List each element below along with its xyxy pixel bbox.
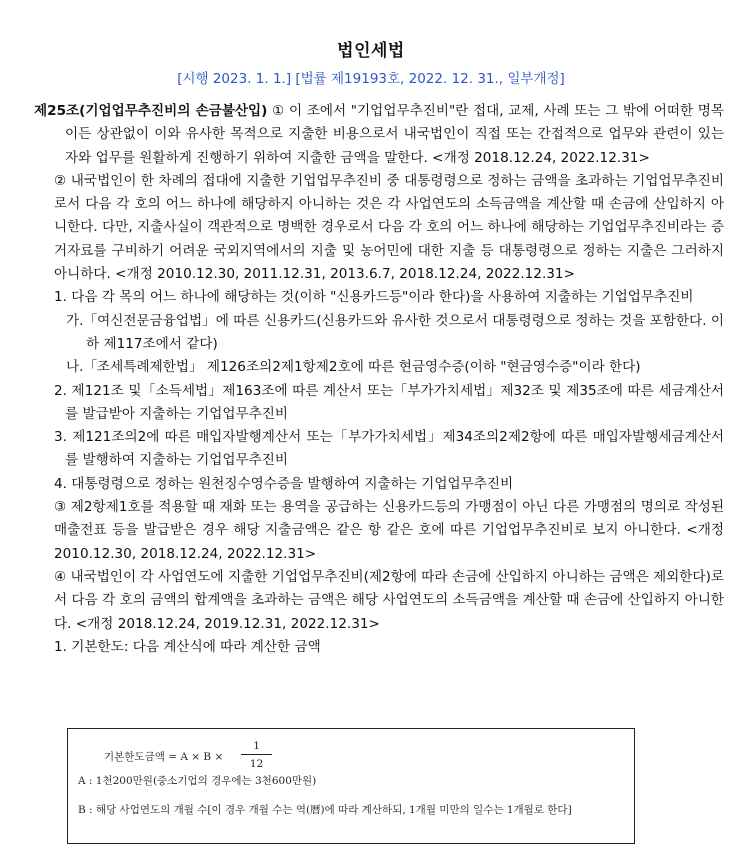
article-paragraph-2: ② 내국법인이 한 차례의 접대에 지출한 기업업무추진비 중 대통령령으로 정하는 금액을 초과하는 기업업무추진비로서 다음 각 호의 어느 하나에 해당하지 아니하는 것은 각 사업연도의 소득금액을 계산할 때 손금에 산입하지 아니한다. 다만, 지출사실이 객관적으로 명백한 경우로서 다음 각 호의 어느 하나에 해당하는 기업업무추진비라는 증거자료를 구비하기 어려운 국외지역에서의 지출 및 농어민에 대한 지출 등 대통령령으로 정하는 지출은 그러하지 아니하다. <개정 2010.12.30, 2011.12.31, 2013.6.7, 2018.12.24, 2022.12.31> (54, 172, 724, 283)
paragraph-2-item-1-na: 나.「조세특례제한법」 제126조의2제1항제2호에 따른 현금영수증(이하 "현금영수증"이라 한다) (66, 359, 641, 376)
fraction-denominator: 12 (249, 758, 264, 770)
article-paragraph-1 (34, 100, 724, 170)
paragraph-1-text: ① 이 조에서 "기업업무추진비"란 접대, 교제, 사례 또는 그 밖에 어떠한 명목이든 상관없이 이와 유사한 목적으로 지출한 비용으로서 내국법인이 직접 또는 간접적으로 업무와 관련이 있는 자와 업무를 원활하게 진행하기 위하여 지출한 금액을 말한다. <개정 2018.12.24, 2022.12.31> (65, 103, 724, 166)
paragraph-2-item-3: 3. 제121조의2에 따른 매입자발행계산서 또는「부가가치세법」제34조의2제2항에 따른 매입자발행세금계산서를 발행하여 지출하는 기업업무추진비 (54, 429, 724, 469)
formula-lhs: 기본한도금액 = A × B × (104, 750, 224, 763)
paragraph-4-item-1: 1. 기본한도: 다음 계산식에 따라 계산한 금액 (54, 638, 321, 655)
formula-equation (104, 741, 272, 771)
paragraph-2-item-1: 1. 다음 각 목의 어느 하나에 해당하는 것(이하 "신용카드등"이라 한다)을 사용하여 지출하는 기업업무추진비 (54, 289, 694, 306)
article-paragraph-3: ③ 제2항제1호를 적용할 때 재화 또는 용역을 공급하는 신용카드등의 가맹점이 아닌 다른 가맹점의 명의로 작성된 매출전표 등을 발급받은 경우 해당 지출금액은 같은 항 같은 호에 따른 기업업무추진비로 보지 아니한다. <개정 2010.12.30, 2018.12.24, 2022.12.31> (54, 499, 724, 562)
paragraph-2-item-4: 4. 대통령령으로 정하는 원천징수영수증을 발행하여 지출하는 기업업무추진비 (54, 475, 514, 492)
article-paragraph-4: ④ 내국법인이 각 사업연도에 지출한 기업업무추진비(제2항에 따라 손금에 산입하지 아니하는 금액은 제외한다)로서 다음 각 호의 금액의 합계액을 초과하는 금액은 해당 사업연도의 소득금액을 계산할 때 손금에 산입하지 아니한다. <개정 2018.12.24, 2019.12.31, 2022.12.31> (54, 568, 724, 632)
paragraph-2-item-1-ga: 가.「여신전문금융업법」에 따른 신용카드(신용카드와 유사한 것으로서 대통령령으로 정하는 것을 포함한다. 이하 제117조에서 같다) (66, 312, 724, 352)
formula-definition-b: B : 해당 사업연도의 개월 수[이 경우 개월 수는 역(曆)에 따라 계산하되, 1개월 미만의 일수는 1개월로 한다] (78, 804, 572, 816)
formula-definition-a: A : 1천200만원(중소기업의 경우에는 3천600만원) (78, 775, 317, 787)
document-subtitle: [시행 2023. 1. 1.] [법률 제19193호, 2022. 12. 31., 일부개정] (177, 71, 565, 87)
document-title: 법인세법 (337, 41, 405, 61)
article-heading: 제25조(기업업무추진비의 손금불산입) (34, 103, 268, 119)
formula-box (67, 728, 635, 844)
formula-fraction (241, 740, 272, 770)
paragraph-2-item-2: 2. 제121조 및「소득세법」제163조에 따른 계산서 또는「부가가치세법」제32조 및 제35조에 따른 세금계산서를 발급받아 지출하는 기업업무추진비 (54, 382, 724, 422)
article-body (34, 100, 724, 659)
fraction-numerator: 1 (241, 740, 272, 755)
